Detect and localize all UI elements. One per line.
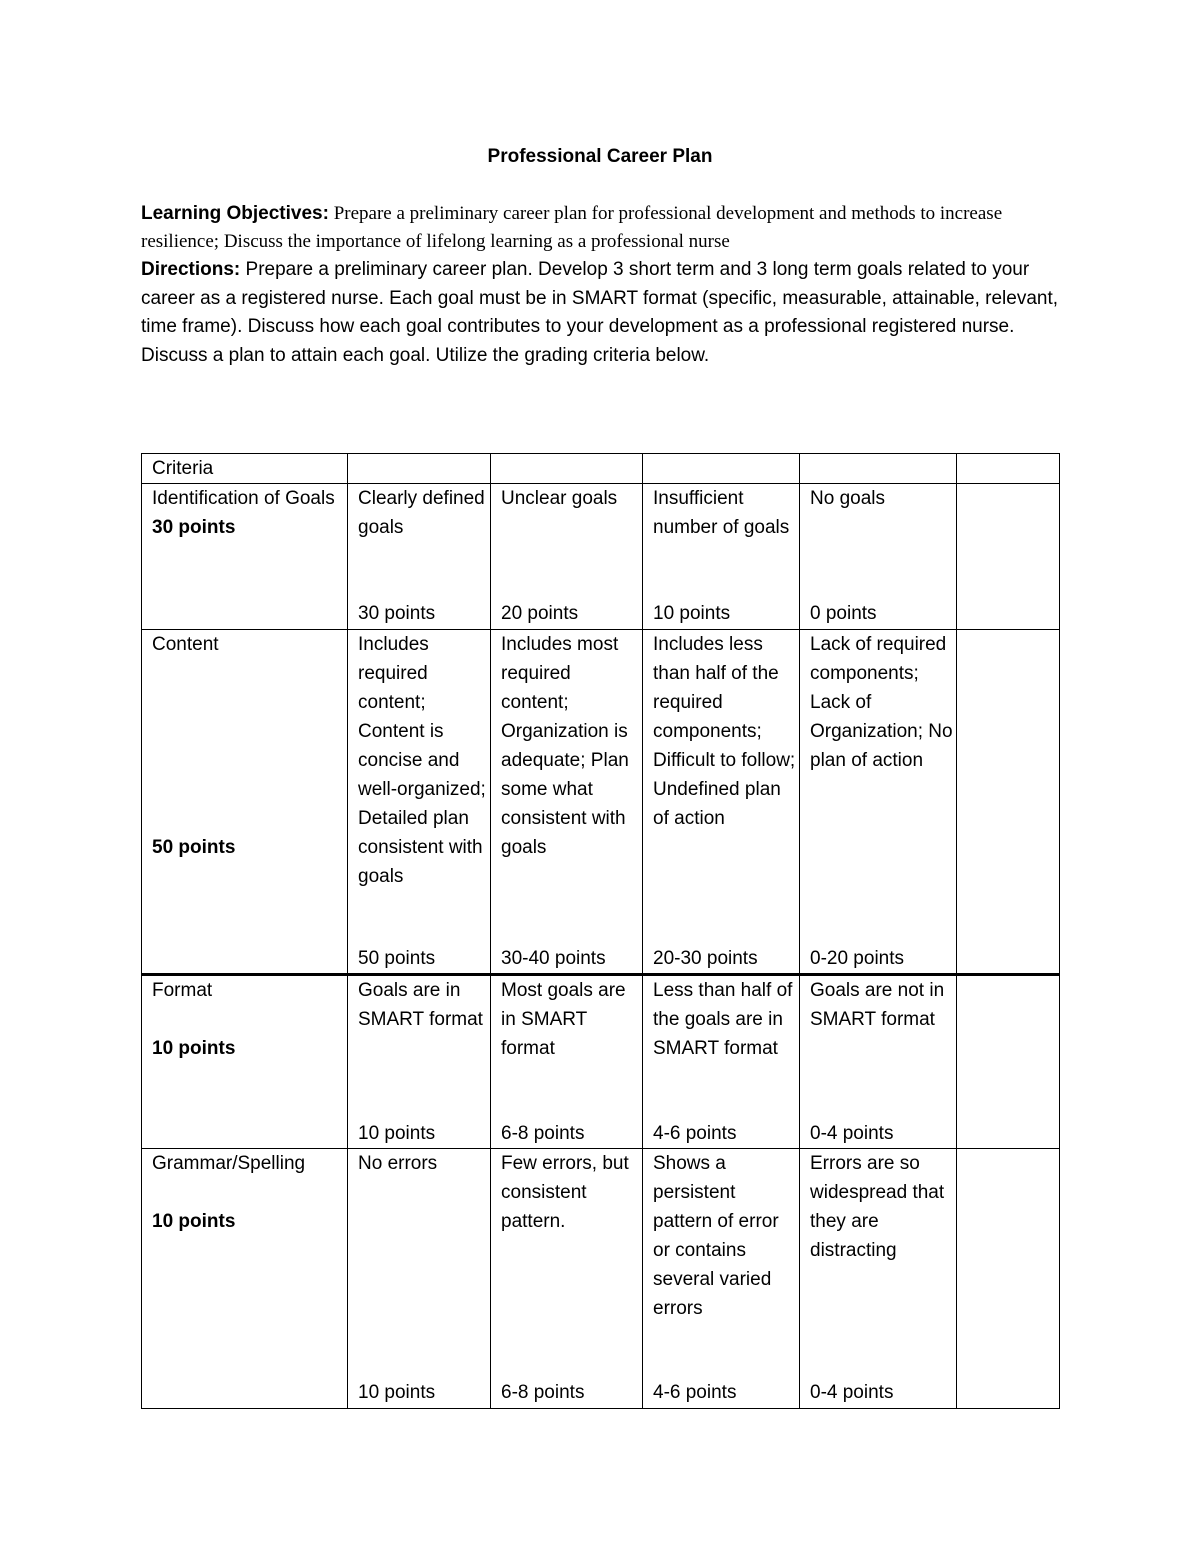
criterion-points: 30 points [152,517,236,538]
level-points: 30 points [358,603,436,624]
level-description: Lack of required components; Lack of Organization; No plan of action [810,634,953,771]
level-description: Includes most required content; Organization is adequate; Plan some what consistent with goals [501,634,629,858]
level-description: Unclear goals [501,488,618,509]
level-description: Includes less than half of the required components; Difficult to follow; Undefined plan of action [653,634,796,829]
objectives-label: Learning Objectives: [141,203,329,224]
header-empty-cell [643,454,800,484]
page-title: Professional Career Plan [487,146,713,167]
level-description: Most goals are in SMART format [501,980,626,1059]
level-points: 50 points [358,948,436,969]
level-cell [800,1149,957,1409]
level-points: 30-40 points [501,948,606,969]
header-empty-cell [800,454,957,484]
criterion-name: Format [152,980,213,1001]
level-cell [491,975,643,1149]
directions-label: Directions: [141,259,241,280]
level-description: Includes required content; Content is concise and well-organized; Detailed plan consistent with goals [358,634,486,887]
directions [141,256,1061,370]
level-description: Goals are not in SMART format [810,980,945,1030]
level-points: 0-4 points [810,1382,894,1403]
directions-text: Prepare a preliminary career plan. Develop 3 short term and 3 long term goals related to your career as a registered nurse. Each goal must be in SMART format (specific, measurable, attainable, relevant, time frame). Discuss how each goal contributes to your development as a professional registered nurse. Discuss a plan to attain each goal. Utilize the grading criteria below. [141,259,1059,366]
criterion-cell [142,484,348,630]
level-cell [348,975,491,1149]
rubric-row-grammar [142,1149,1060,1409]
objectives-text: Prepare a preliminary career plan for professional development and methods to increase resilience; Discuss the importance of lifelong learning as a professional nurse [141,203,1003,252]
level-description: Shows a persistent pattern of error or contains several varied errors [653,1153,779,1319]
header-criteria-cell [142,454,348,484]
header-empty-cell [957,454,1060,484]
level-description: Clearly defined goals [358,488,485,538]
level-cell [491,630,643,975]
criterion-name: Identification of Goals [152,488,335,509]
level-points: 0-4 points [810,1123,894,1144]
level-points: 10 points [653,603,731,624]
criterion-points: 10 points [152,1038,236,1059]
level-points: 0 points [810,603,877,624]
empty-cell [957,630,1060,975]
level-description: Goals are in SMART format [358,980,483,1030]
level-cell [643,975,800,1149]
level-cell [643,630,800,975]
header-empty-cell [491,454,643,484]
level-cell [348,630,491,975]
intro-section [141,200,1061,370]
level-cell [643,484,800,630]
criterion-cell [142,630,348,975]
level-points: 10 points [358,1382,436,1403]
criteria-header: Criteria [152,458,214,479]
header-empty-cell [348,454,491,484]
level-description: Few errors, but consistent pattern. [501,1153,629,1232]
level-cell [491,1149,643,1409]
level-cell [800,484,957,630]
empty-cell [957,484,1060,630]
level-cell [348,1149,491,1409]
rubric-row-format [142,975,1060,1149]
level-description: Insufficient number of goals [653,488,790,538]
rubric-row-identification [142,484,1060,630]
grading-rubric-table [141,453,1060,1409]
level-points: 20-30 points [653,948,758,969]
rubric-row-content [142,630,1060,975]
level-points: 20 points [501,603,579,624]
criterion-cell [142,975,348,1149]
rubric-header-row [142,454,1060,484]
level-points: 6-8 points [501,1382,585,1403]
level-points: 0-20 points [810,948,905,969]
criterion-name: Grammar/Spelling [152,1153,306,1174]
level-description: No errors [358,1153,438,1174]
level-cell [800,975,957,1149]
level-points: 4-6 points [653,1382,737,1403]
level-cell [348,484,491,630]
level-cell [491,484,643,630]
level-cell [800,630,957,975]
empty-cell [957,1149,1060,1409]
criterion-cell [142,1149,348,1409]
level-points: 6-8 points [501,1123,585,1144]
level-points: 10 points [358,1123,436,1144]
level-cell [643,1149,800,1409]
level-points: 4-6 points [653,1123,737,1144]
criterion-points: 50 points [152,837,236,858]
empty-cell [957,975,1060,1149]
level-description: Errors are so widespread that they are distracting [810,1153,945,1261]
level-description: Less than half of the goals are in SMART format [653,980,793,1059]
learning-objectives [141,200,1061,256]
level-description: No goals [810,488,885,509]
criterion-name: Content [152,634,219,655]
criterion-points: 10 points [152,1211,236,1232]
